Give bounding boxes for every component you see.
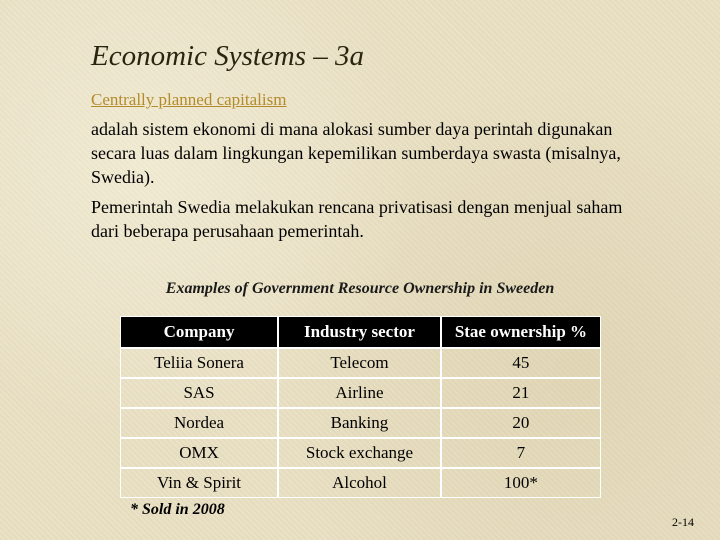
cell-sector: Alcohol — [278, 468, 441, 498]
cell-company: Teliia Sonera — [120, 348, 278, 378]
table-row — [120, 408, 601, 438]
slide-title: Economic Systems – 3a — [91, 40, 365, 72]
cell-company: SAS — [120, 378, 278, 408]
cell-ownership: 7 — [441, 438, 601, 468]
table-row — [120, 348, 601, 378]
cell-company: Nordea — [120, 408, 278, 438]
table-row — [120, 468, 601, 498]
cell-ownership: 20 — [441, 408, 601, 438]
cell-company: OMX — [120, 438, 278, 468]
cell-ownership: 45 — [441, 348, 601, 378]
ownership-table — [120, 316, 601, 498]
header-company: Company — [120, 316, 278, 348]
header-industry-sector: Industry sector — [278, 316, 441, 348]
table-caption: Examples of Government Resource Ownership in Sweeden — [165, 280, 555, 297]
header-ownership: Stae ownership % — [441, 316, 601, 348]
page-number: 2-14 — [672, 515, 694, 529]
paragraph-privatization: Pemerintah Swedia melakukan rencana privatisasi dengan menjual saham dari beberapa perusahaan pemerintah. — [91, 197, 623, 241]
cell-sector: Telecom — [278, 348, 441, 378]
paragraph-definition: adalah sistem ekonomi di mana alokasi sumber daya perintah digunakan secara luas dalam lingkungan kepemilikan sumberdaya swasta (misalnya, Swedia). — [91, 119, 621, 187]
cell-sector: Airline — [278, 378, 441, 408]
table-header-row — [120, 316, 601, 348]
subheading-link[interactable]: Centrally planned capitalism — [91, 90, 287, 109]
table-row — [120, 438, 601, 468]
cell-ownership: 21 — [441, 378, 601, 408]
cell-sector: Banking — [278, 408, 441, 438]
cell-company: Vin & Spirit — [120, 468, 278, 498]
table-row — [120, 378, 601, 408]
cell-sector: Stock exchange — [278, 438, 441, 468]
table-footnote: * Sold in 2008 — [130, 501, 225, 518]
cell-ownership: 100* — [441, 468, 601, 498]
